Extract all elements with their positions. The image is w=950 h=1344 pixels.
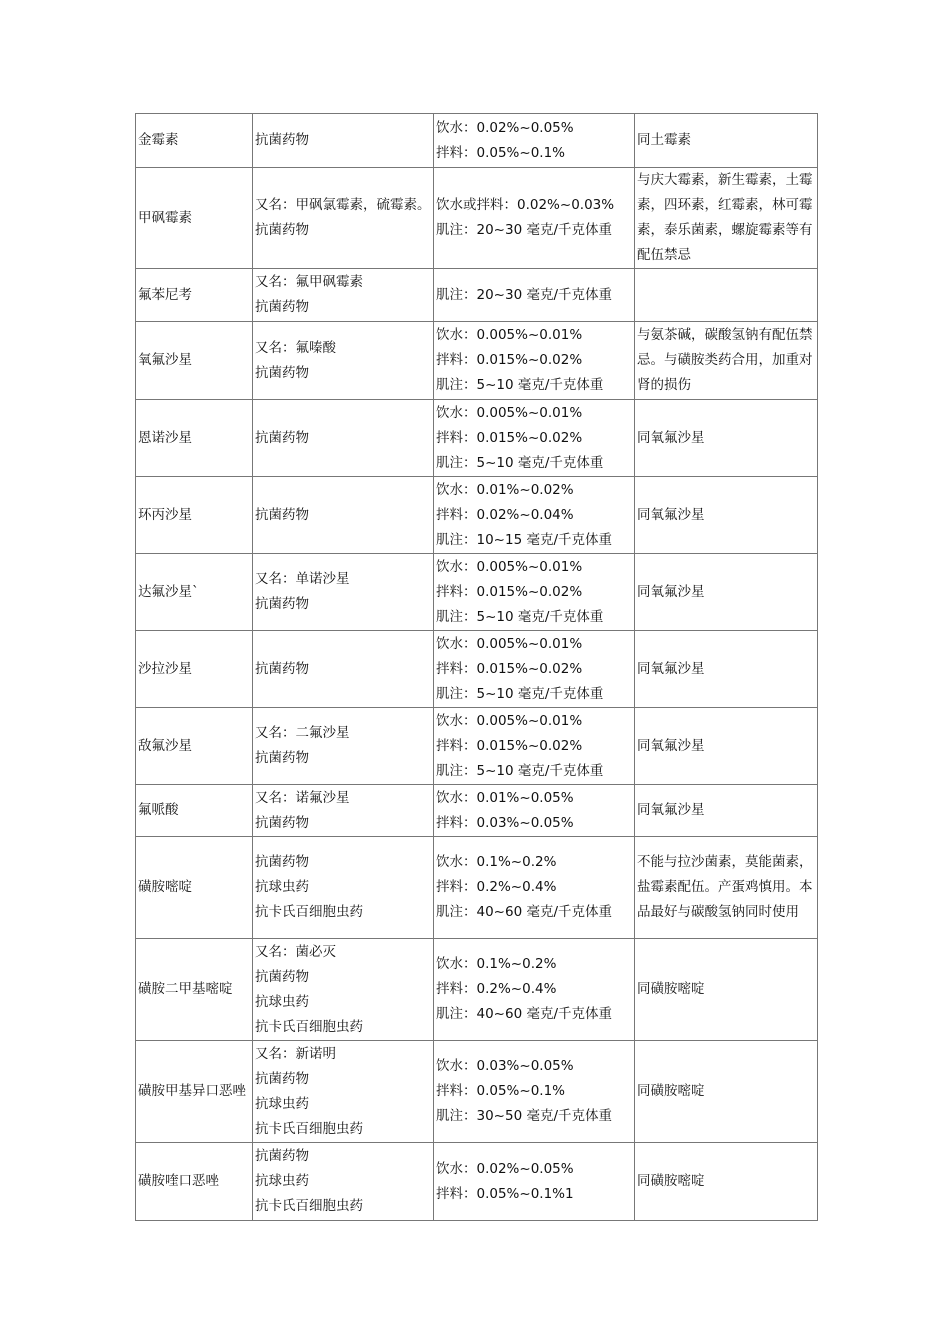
table-row [136,1143,818,1221]
remarks-cell: 同磺胺嘧啶 [635,1041,818,1143]
table-row [136,708,818,785]
drug-info-cell: 抗菌药物 [253,114,434,168]
drug-info-cell: 又名：氟甲砜霉素 抗菌药物 [253,269,434,322]
table-row [136,554,818,631]
drug-info-cell: 又名：菌必灭 抗菌药物 抗球虫药 抗卡氏百细胞虫药 [253,939,434,1041]
drug-name-cell: 磺胺喹口恶唑 [136,1143,253,1221]
remarks-cell [635,269,818,322]
table-row [136,168,818,269]
dosage-cell: 饮水：0.005%~0.01% 拌料：0.015%~0.02% 肌注：5~10 毫克/千克体重 [434,631,635,708]
drug-name-cell: 氟哌酸 [136,785,253,837]
table-row [136,114,818,168]
dosage-cell: 饮水：0.02%~0.05% 拌料：0.05%~0.1% [434,114,635,168]
drug-info-cell: 抗菌药物 [253,400,434,477]
drug-info-cell: 又名：诺氟沙星 抗菌药物 [253,785,434,837]
dosage-cell: 饮水或拌料：0.02%~0.03% 肌注：20~30 毫克/千克体重 [434,168,635,269]
remarks-cell: 同氧氟沙星 [635,631,818,708]
table-row [136,1041,818,1143]
drug-info-cell: 抗菌药物 抗球虫药 抗卡氏百细胞虫药 [253,1143,434,1221]
table-row [136,837,818,939]
dosage-cell: 饮水：0.1%~0.2% 拌料：0.2%~0.4% 肌注：40~60 毫克/千克体重 [434,837,635,939]
remarks-cell: 不能与拉沙菌素，莫能菌素，盐霉素配伍。产蛋鸡慎用。本品最好与碳酸氢钠同时使用 [635,837,818,939]
drug-info-cell: 又名：单诺沙星 抗菌药物 [253,554,434,631]
drug-dosage-table [135,113,818,1221]
dosage-cell: 饮水：0.005%~0.01% 拌料：0.015%~0.02% 肌注：5~10 毫克/千克体重 [434,400,635,477]
drug-name-cell: 磺胺甲基异口恶唑 [136,1041,253,1143]
drug-name-cell: 甲砜霉素 [136,168,253,269]
drug-info-cell: 又名：甲砜氯霉素，硫霉素。 抗菌药物 [253,168,434,269]
drug-info-cell: 抗菌药物 [253,477,434,554]
table-row [136,269,818,322]
table-row [136,631,818,708]
drug-info-cell: 抗菌药物 [253,631,434,708]
dosage-cell: 饮水：0.005%~0.01% 拌料：0.015%~0.02% 肌注：5~10 毫克/千克体重 [434,554,635,631]
drug-name-cell: 敌氟沙星 [136,708,253,785]
drug-name-cell: 磺胺嘧啶 [136,837,253,939]
drug-name-cell: 恩诺沙星 [136,400,253,477]
drug-name-cell: 金霉素 [136,114,253,168]
remarks-cell: 同氧氟沙星 [635,554,818,631]
remarks-cell: 同氧氟沙星 [635,785,818,837]
drug-info-cell: 又名：氟嗪酸 抗菌药物 [253,322,434,400]
remarks-cell: 同氧氟沙星 [635,400,818,477]
remarks-cell: 同氧氟沙星 [635,477,818,554]
table-row [136,322,818,400]
remarks-cell: 同氧氟沙星 [635,708,818,785]
dosage-cell: 饮水：0.01%~0.05% 拌料：0.03%~0.05% [434,785,635,837]
drug-info-cell: 又名：新诺明 抗菌药物 抗球虫药 抗卡氏百细胞虫药 [253,1041,434,1143]
dosage-cell: 饮水：0.01%~0.02% 拌料：0.02%~0.04% 肌注：10~15 毫克/千克体重 [434,477,635,554]
table-row [136,477,818,554]
dosage-cell: 饮水：0.005%~0.01% 拌料：0.015%~0.02% 肌注：5~10 毫克/千克体重 [434,708,635,785]
table-row [136,400,818,477]
dosage-cell: 饮水：0.005%~0.01% 拌料：0.015%~0.02% 肌注：5~10 毫克/千克体重 [434,322,635,400]
drug-name-cell: 磺胺二甲基嘧啶 [136,939,253,1041]
drug-name-cell: 氧氟沙星 [136,322,253,400]
drug-name-cell: 达氟沙星` [136,554,253,631]
dosage-cell: 饮水：0.1%~0.2% 拌料：0.2%~0.4% 肌注：40~60 毫克/千克体重 [434,939,635,1041]
remarks-cell: 同磺胺嘧啶 [635,939,818,1041]
dosage-cell: 饮水：0.03%~0.05% 拌料：0.05%~0.1% 肌注：30~50 毫克/千克体重 [434,1041,635,1143]
dosage-cell: 饮水：0.02%~0.05% 拌料：0.05%~0.1%1 [434,1143,635,1221]
remarks-cell: 同土霉素 [635,114,818,168]
table-row [136,785,818,837]
dosage-cell: 肌注：20~30 毫克/千克体重 [434,269,635,322]
drug-name-cell: 氟苯尼考 [136,269,253,322]
remarks-cell: 与氨茶碱，碳酸氢钠有配伍禁忌。与磺胺类药合用，加重对肾的损伤 [635,322,818,400]
drug-name-cell: 沙拉沙星 [136,631,253,708]
table-row [136,939,818,1041]
drug-info-cell: 抗菌药物 抗球虫药 抗卡氏百细胞虫药 [253,837,434,939]
remarks-cell: 与庆大霉素，新生霉素，土霉素，四环素，红霉素，林可霉素，泰乐菌素，螺旋霉素等有配伍禁忌 [635,168,818,269]
remarks-cell: 同磺胺嘧啶 [635,1143,818,1221]
drug-info-cell: 又名：二氟沙星 抗菌药物 [253,708,434,785]
drug-name-cell: 环丙沙星 [136,477,253,554]
